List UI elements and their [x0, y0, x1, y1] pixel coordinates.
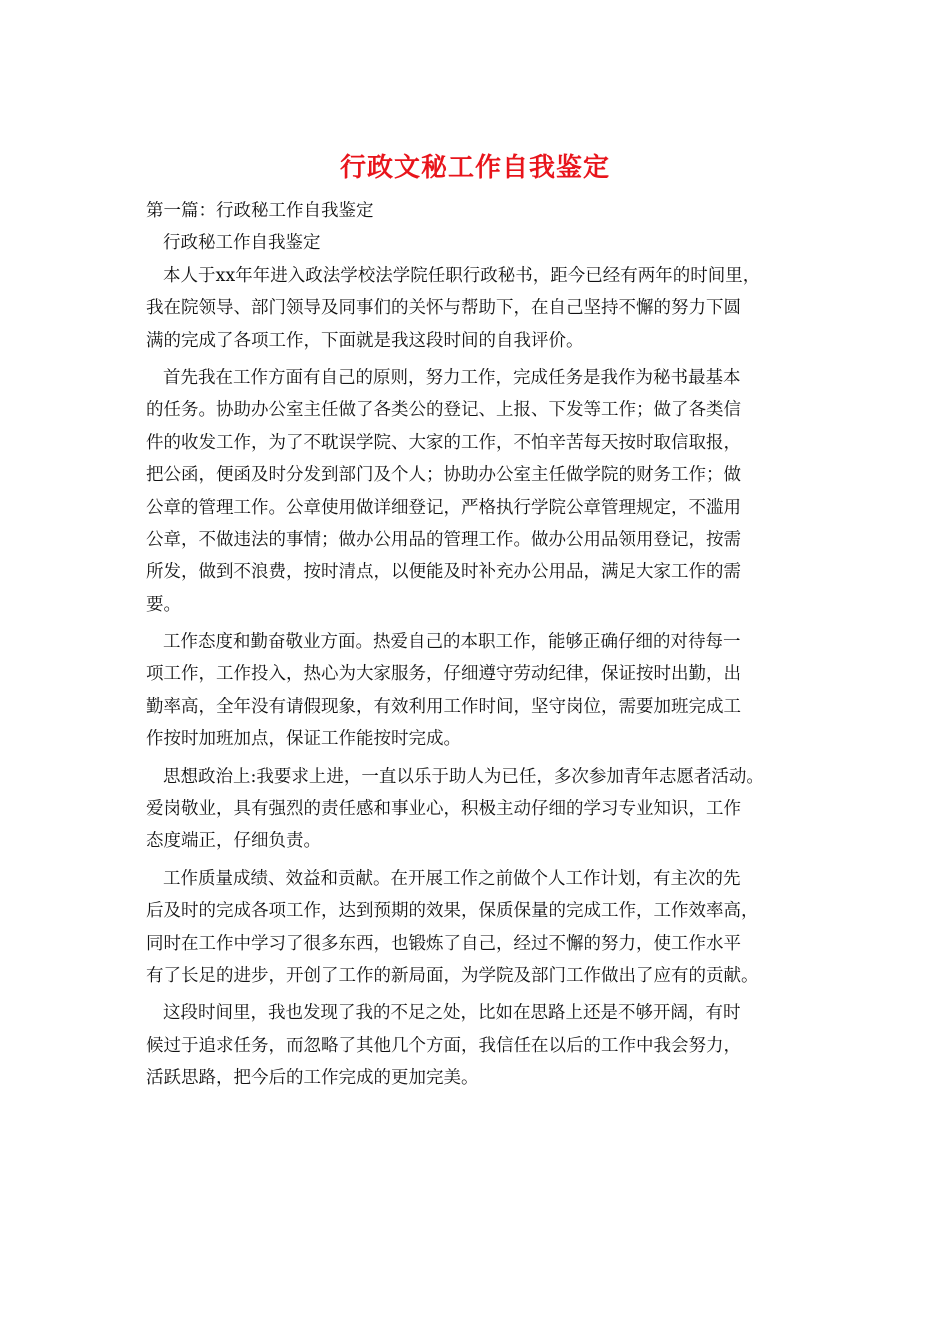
- text-line: 活跃思路，把今后的工作完成的更加完美。: [146, 1068, 479, 1089]
- text-line: 作按时加班加点，保证工作能按时完成。: [146, 729, 461, 750]
- document-body: [146, 195, 836, 1095]
- text-line: 公章的管理工作。公章使用做详细登记，严格执行学院公章管理规定，不滥用: [146, 497, 741, 518]
- text-line: 工作质量成绩、效益和贡献。在开展工作之前做个人工作计划，有主次的先: [163, 868, 741, 889]
- text-line: 有了长足的进步，开创了工作的新局面，为学院及部门工作做出了应有的贡献。: [146, 965, 759, 986]
- text-line: 行政秘工作自我鉴定: [163, 233, 321, 254]
- document-title: 行政文秘工作自我鉴定: [339, 153, 610, 183]
- text-line: 态度端正，仔细负责。: [146, 831, 321, 852]
- text-line: 爱岗敬业，具有强烈的责任感和事业心，积极主动仔细的学习专业知识，工作: [146, 799, 741, 820]
- text-line: 把公函，便函及时分发到部门及个人；协助办公室主任做学院的财务工作；做: [146, 465, 741, 486]
- text-line: 满的完成了各项工作，下面就是我这段时间的自我评价。: [146, 330, 584, 351]
- text-line: 公章，不做违法的事情；做办公用品的管理工作。做办公用品领用登记，按需: [146, 529, 741, 550]
- text-line: 我在院领导、部门领导及同事们的关怀与帮助下，在自己坚持不懈的努力下圆: [146, 298, 741, 319]
- text-line: 件的收发工作，为了不耽误学院、大家的工作，不怕辛苦每天按时取信取报，: [146, 432, 741, 453]
- text-line: 这段时间里，我也发现了我的不足之处，比如在思路上还是不够开阔，有时: [163, 1003, 741, 1024]
- text-line: 要。: [146, 594, 181, 615]
- text-line: 第一篇：行政秘工作自我鉴定: [146, 201, 374, 221]
- text-line: 后及时的完成各项工作，达到预期的效果，保质保量的完成工作，工作效率高，: [146, 901, 759, 922]
- text-line: 所发，做到不浪费，按时清点，以便能及时补充办公用品，满足大家工作的需: [146, 562, 741, 583]
- text-line: 的任务。协助办公室主任做了各类公的登记、上报、下发等工作；做了各类信: [146, 400, 741, 421]
- text-line: 勤率高，全年没有请假现象，有效利用工作时间，坚守岗位，需要加班完成工: [146, 696, 741, 717]
- text-line: 思想政治上:我要求上进，一直以乐于助人为已任，多次参加青年志愿者活动。: [163, 766, 764, 787]
- text-line: 项工作，工作投入，热心为大家服务，仔细遵守劳动纪律，保证按时出勤，出: [146, 664, 741, 685]
- text-line: 工作态度和勤奋敬业方面。热爱自己的本职工作，能够正确仔细的对待每一: [163, 632, 741, 653]
- text-line: 候过于追求任务，而忽略了其他几个方面，我信任在以后的工作中我会努力，: [146, 1035, 741, 1056]
- text-line: 首先我在工作方面有自己的原则，努力工作，完成任务是我作为秘书最基本: [163, 367, 741, 388]
- text-line: 同时在工作中学习了很多东西，也锻炼了自己，经过不懈的努力，使工作水平: [146, 933, 741, 954]
- text-line: 本人于xx年年进入政法学校法学院任职行政秘书，距今已经有两年的时间里，: [163, 265, 761, 286]
